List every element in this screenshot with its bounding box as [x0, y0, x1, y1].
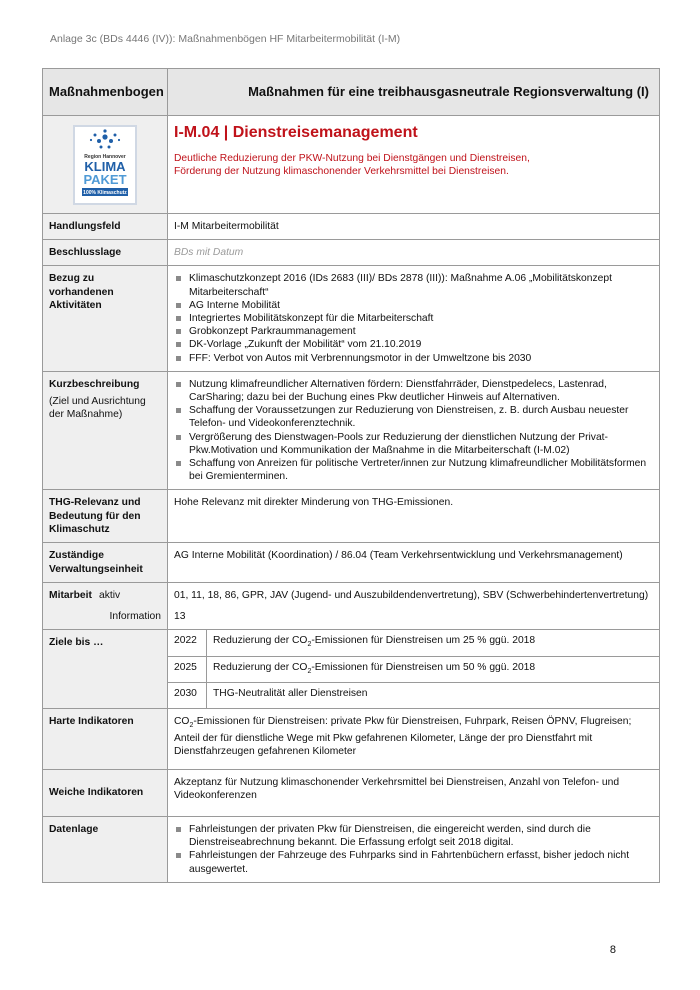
list-item: Vergrößerung des Dienstwagen-Pools zur Reduzierung der dienstlichen Nutzung der Privat-Pkw.Motivation und Kommunikation der Maßnahme in die Mitarbeiterschaft (I-M.02) [174, 431, 653, 457]
label-handlungsfeld: Handlungsfeld [43, 214, 168, 240]
table-row [168, 656, 659, 682]
value-thg: Hohe Relevanz mit direkter Minderung von THG-Emissionen. [168, 490, 660, 543]
page-number: 8 [609, 944, 616, 956]
row-thg [43, 490, 660, 543]
goal-year: 2030 [168, 682, 207, 708]
information-label: Information [109, 611, 161, 623]
label-zustaendig: Zuständige Verwaltungseinheit [43, 543, 168, 582]
list-item: FFF: Verbot von Autos mit Verbrennungsmotor in der Umweltzone bis 2030 [174, 352, 653, 365]
goal-text: Reduzierung der $CO_2$-Emissionen für Dienstreisen um 50 % ggü. 2018 [207, 656, 660, 682]
harte-line-2: Anteil der für dienstliche Wege mit Pkw gefahrenen Kilometer, Länge der pro Dienstfahrt mit Dienstfahrzeugen gefahrenen Kilometer [174, 733, 593, 758]
document-header: Anlage 3c (BDs 4446 (IV)): Maßnahmenbögen HF Mitarbeitermobilität (I-M) [50, 33, 401, 45]
row-bezug [43, 266, 660, 371]
label-kurz-main: Kurzbeschreibung [49, 378, 140, 390]
row-handlungsfeld [43, 214, 660, 240]
list-item: Schaffung der Voraussetzungen zur Reduzierung von Dienstreisen, z. B. durch Ausbau neuester Telefon- und Videokonferenztechnik. [174, 404, 653, 430]
aktiv-label: aktiv [99, 589, 121, 601]
value-ziele [168, 630, 660, 709]
list-item: Grobkonzept Parkraummanagement [174, 325, 653, 338]
mitarbeit-title: Mitarbeit [49, 589, 92, 601]
title-row [43, 69, 660, 116]
list-item: Nutzung klimafreundlicher Alternativen fördern: Dienstfahrräder, Dienstpedelecs, Lastenrad, CarSharing; dazu bei der Buchung eines Pkw deutlicher Hinweis auf Alternativen. [174, 378, 653, 404]
label-kurzbeschreibung [43, 371, 168, 490]
row-weiche-indikatoren [43, 770, 660, 817]
table-row [168, 682, 659, 708]
value-beschlusslage: BDs mit Datum [168, 240, 660, 266]
row-zustaendig [43, 543, 660, 582]
logo-line2: PAKET [83, 171, 127, 187]
measure-cell [168, 116, 660, 214]
label-harte: Harte Indikatoren [43, 709, 168, 770]
value-bezug [168, 266, 660, 371]
list-item: DK-Vorlage „Zukunft der Mobilität“ vom 21.10.2019 [174, 338, 653, 351]
goal-text: THG-Neutralität aller Dienstreisen [213, 687, 368, 699]
row-datenlage [43, 817, 660, 883]
label-mitarbeit [43, 582, 168, 629]
value-harte [168, 709, 660, 770]
value-kurzbeschreibung [168, 371, 660, 490]
value-weiche: Akzeptanz für Nutzung klimaschonender Verkehrsmittel bei Dienstreisen, Anzahl von Telefon- und Videokonferenzen [168, 770, 660, 817]
goal-text: Reduzierung der $CO_2$-Emissionen für Dienstreisen um 25 % ggü. 2018 [207, 630, 660, 656]
measure-row [43, 116, 660, 214]
row-harte-indikatoren [43, 709, 660, 770]
title-left: Maßnahmenbogen [43, 69, 168, 116]
goal-year: 2022 [168, 630, 207, 656]
bezug-list [174, 272, 653, 364]
title-right: Maßnahmen für eine treibhausgasneutrale Regionsverwaltung (I) [168, 69, 660, 116]
value-datenlage [168, 817, 660, 883]
list-item: Integriertes Mobilitätskonzept für die Mitarbeiterschaft [174, 312, 653, 325]
list-item: AG Interne Mobilität [174, 299, 653, 312]
row-ziele [43, 630, 660, 709]
list-item: Klimaschutzkonzept 2016 (IDs 2683 (III)/ BDs 2878 (III)): Maßnahme A.06 „Mobilitätskonzept Mitarbeiterschaft“ [174, 272, 653, 298]
value-mitarbeit [168, 582, 660, 629]
goal-year: 2025 [168, 656, 207, 682]
label-weiche: Weiche Indikatoren [43, 770, 168, 817]
label-datenlage: Datenlage [43, 817, 168, 883]
measure-title: I-M.04 | Dienstreisemanagement [174, 124, 418, 141]
value-handlungsfeld: I-M Mitarbeitermobilität [168, 214, 660, 240]
information-value: 13 [174, 611, 186, 623]
label-bezug: Bezug zu vorhandenen Aktivitäten [43, 266, 168, 371]
harte-line-1: $CO_2$-Emissionen für Dienstreisen: private Pkw für Dienstreisen, Fuhrpark, Reisen ÖPNV, Flugreisen; [174, 716, 632, 730]
row-mitarbeit [43, 582, 660, 629]
label-kurz-sub: (Ziel und Ausrichtung der Maßnahme) [49, 396, 146, 421]
row-kurzbeschreibung [43, 371, 660, 490]
aktiv-value: 01, 11, 18, 86, GPR, JAV (Jugend- und Auszubildendenvertretung), SBV (Schwerbehindertenvertretung) [174, 589, 649, 601]
datenlage-list [174, 823, 653, 876]
measure-desc-2: Förderung der Nutzung klimaschonender Verkehrsmittel bei Dienstreisen. [174, 166, 509, 177]
list-item: Fahrleistungen der privaten Pkw für Dienstreisen, die eingereicht werden, sind durch die Dienstreiseabrechnung bekannt. Die Erfassung erfolgt seit 2018 digital. [174, 823, 653, 849]
logo-bottom-text: 100% Klimaschutz [83, 189, 127, 196]
row-beschlusslage [43, 240, 660, 266]
label-beschlusslage: Beschlusslage [43, 240, 168, 266]
label-thg: THG-Relevanz und Bedeutung für den Klimaschutz [43, 490, 168, 543]
logo-line1: KLIMA [84, 158, 126, 174]
table-row [168, 630, 659, 656]
list-item: Schaffung von Anreizen für politische Vertreter/innen zur Nutzung klimafreundlicher Mobilitätsformen bei Gremienterminen. [174, 457, 653, 483]
logo-top-text: Region Hannover [84, 153, 126, 160]
list-item: Fahrleistungen der Fahrzeuge des Fuhrparks sind in Fahrtenbüchern erfasst, bisher jedoch nicht ausgewertet. [174, 849, 653, 875]
measure-desc-1: Deutliche Reduzierung der PKW-Nutzung bei Dienstgängen und Dienstreisen, [174, 153, 530, 164]
value-zustaendig: AG Interne Mobilität (Koordination) / 86.04 (Team Verkehrsentwicklung und Verkehrsmanagement) [168, 543, 660, 582]
logo-cell [43, 116, 168, 214]
klima-paket-logo [73, 125, 137, 205]
measure-sheet [42, 68, 660, 883]
label-ziele: Ziele bis … [43, 630, 168, 709]
kurz-list [174, 378, 653, 484]
goals-table [168, 630, 659, 708]
